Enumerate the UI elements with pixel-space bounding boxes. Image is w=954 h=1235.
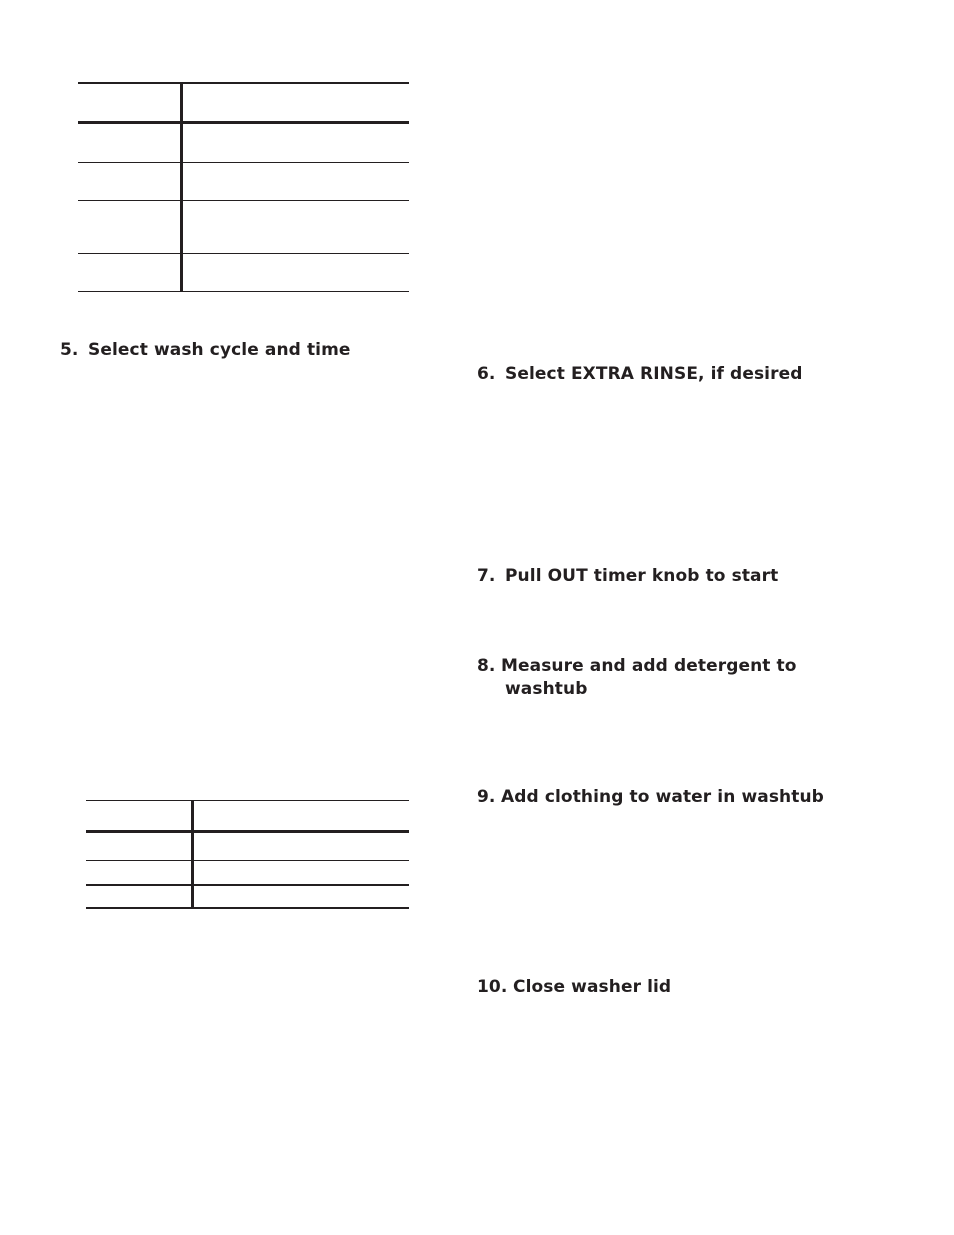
step-text: Select EXTRA RINSE, if desired (505, 364, 803, 384)
step-number: 5. (60, 340, 79, 360)
step-number: 8. (477, 656, 496, 676)
table-row-divider (78, 162, 409, 163)
step-number: 7. (477, 566, 496, 586)
top-settings-table (78, 82, 409, 292)
step-text: Add clothing to water in washtub (501, 787, 824, 807)
table-row-divider (86, 860, 409, 861)
bottom-settings-table (86, 800, 409, 909)
step-text: Measure and add detergent to (501, 656, 797, 676)
step-number: 9. (477, 787, 496, 807)
table-bottom-border (78, 291, 409, 292)
step-6-heading (477, 363, 802, 386)
table-top-border (78, 82, 409, 84)
table-row-divider (86, 884, 409, 886)
table-bottom-border (86, 907, 409, 909)
table-row-divider (78, 253, 409, 254)
step-number: 6. (477, 364, 496, 384)
table-column-divider (180, 82, 183, 292)
step-5-heading (60, 339, 351, 362)
step-text: Pull OUT timer knob to start (505, 566, 779, 586)
step-7-heading (477, 565, 778, 588)
table-header-divider (78, 121, 409, 124)
step-text: Close washer lid (513, 977, 672, 997)
step-text-continuation: washtub (505, 679, 588, 699)
step-8-heading (477, 655, 837, 701)
step-10-heading (477, 976, 671, 999)
step-text: Select wash cycle and time (88, 340, 351, 360)
table-column-divider (191, 800, 194, 909)
step-number: 10. (477, 977, 508, 997)
table-top-border (86, 800, 409, 801)
table-row-divider (78, 200, 409, 201)
step-9-heading (477, 786, 824, 809)
table-header-divider (86, 830, 409, 833)
